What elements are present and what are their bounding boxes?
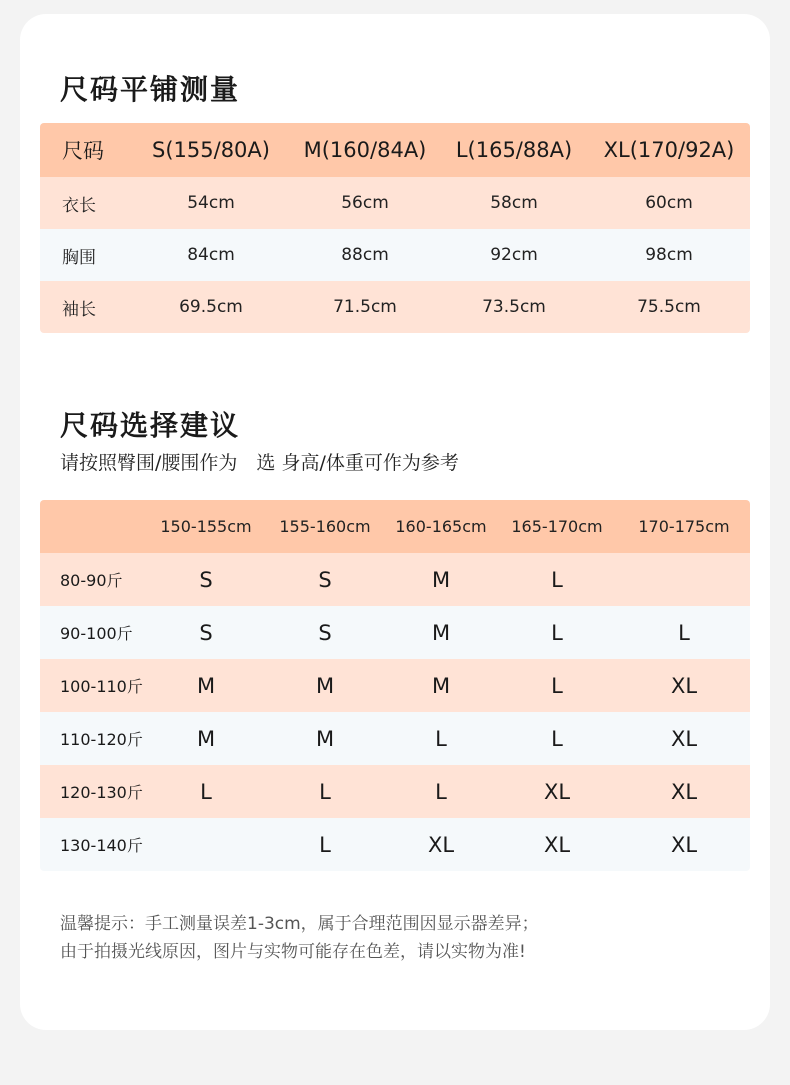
table-cell: 98cm — [645, 245, 693, 265]
table-row — [40, 765, 750, 818]
table-cell: 75.5cm — [637, 297, 701, 317]
section-subtitle: 请按照臀围/腰围作为 选 身高/体重可作为参考 — [60, 452, 459, 474]
header-cell: S(155/80A) — [152, 138, 270, 162]
row-label: 110-120斤 — [60, 730, 143, 749]
table-row — [40, 281, 750, 333]
table-cell: 84cm — [187, 245, 235, 265]
table-row — [40, 818, 750, 871]
table-cell: M — [315, 726, 335, 751]
table-cell: M — [431, 673, 451, 698]
table-cell: 69.5cm — [179, 297, 243, 317]
row-label: 130-140斤 — [60, 836, 143, 855]
row-label: 120-130斤 — [60, 783, 143, 802]
table-cell: M — [196, 726, 216, 751]
table-cell: S — [318, 620, 332, 645]
section-title-measurements: 尺码平铺测量 — [60, 73, 241, 106]
tips-line-2: 由于拍摄光线原因，图片与实物可能存在色差，请以实物为准! — [60, 942, 526, 962]
table-cell: 56cm — [341, 193, 389, 213]
table-row — [40, 606, 750, 659]
row-label: 胸围 — [62, 247, 96, 268]
table-cell: L — [435, 779, 447, 804]
row-label: 袖长 — [62, 299, 96, 320]
table-cell: XL — [427, 832, 455, 857]
section-title-recommendation: 尺码选择建议 — [60, 409, 241, 442]
size-chart-card — [20, 14, 770, 1030]
table-cell: XL — [670, 779, 698, 804]
table-cell: XL — [670, 832, 698, 857]
header-cell: 165-170cm — [511, 517, 603, 536]
tips-note — [60, 910, 539, 966]
row-label: 衣长 — [62, 195, 96, 216]
table-cell: S — [199, 620, 213, 645]
table-cell: L — [551, 673, 563, 698]
table-row — [40, 229, 750, 281]
row-label: 80-90斤 — [60, 571, 123, 590]
table-cell: 71.5cm — [333, 297, 397, 317]
table-cell: 92cm — [490, 245, 538, 265]
table-cell: 88cm — [341, 245, 389, 265]
table-cell: L — [319, 779, 331, 804]
table-cell: XL — [543, 832, 571, 857]
table-cell: 60cm — [645, 193, 693, 213]
table-cell: M — [315, 673, 335, 698]
table-cell: 54cm — [187, 193, 235, 213]
measurement-table — [40, 123, 750, 333]
table-row — [40, 177, 750, 229]
table-cell: XL — [670, 726, 698, 751]
table-cell: XL — [543, 779, 571, 804]
table-cell: L — [200, 779, 212, 804]
table-header-row — [40, 123, 750, 177]
table-cell: L — [551, 567, 563, 592]
table-cell: S — [318, 567, 332, 592]
table-cell: L — [678, 620, 690, 645]
table-cell: S — [199, 567, 213, 592]
header-cell: L(165/88A) — [455, 138, 573, 162]
table-header-row — [40, 500, 750, 553]
header-cell: 170-175cm — [638, 517, 730, 536]
table-cell: L — [319, 832, 331, 857]
table-cell: M — [196, 673, 216, 698]
table-cell: M — [431, 620, 451, 645]
table-cell: L — [551, 620, 563, 645]
table-cell: L — [435, 726, 447, 751]
header-cell: XL(170/92A) — [603, 138, 735, 162]
table-cell: XL — [670, 673, 698, 698]
table-cell: 73.5cm — [482, 297, 546, 317]
recommendation-table — [40, 500, 750, 871]
table-row — [40, 659, 750, 712]
table-cell: 58cm — [490, 193, 538, 213]
header-cell: 160-165cm — [395, 517, 487, 536]
row-label: 90-100斤 — [60, 624, 133, 643]
header-cell: 155-160cm — [279, 517, 371, 536]
row-label: 100-110斤 — [60, 677, 143, 696]
table-cell: M — [431, 567, 451, 592]
table-row — [40, 553, 750, 606]
header-cell: M(160/84A) — [303, 138, 427, 162]
header-cell: 尺码 — [62, 139, 104, 163]
tips-line-1: 温馨提示：手工测量误差1-3cm，属于合理范围因显示器差异； — [60, 914, 539, 934]
table-cell: L — [551, 726, 563, 751]
header-cell: 150-155cm — [160, 517, 252, 536]
table-row — [40, 712, 750, 765]
